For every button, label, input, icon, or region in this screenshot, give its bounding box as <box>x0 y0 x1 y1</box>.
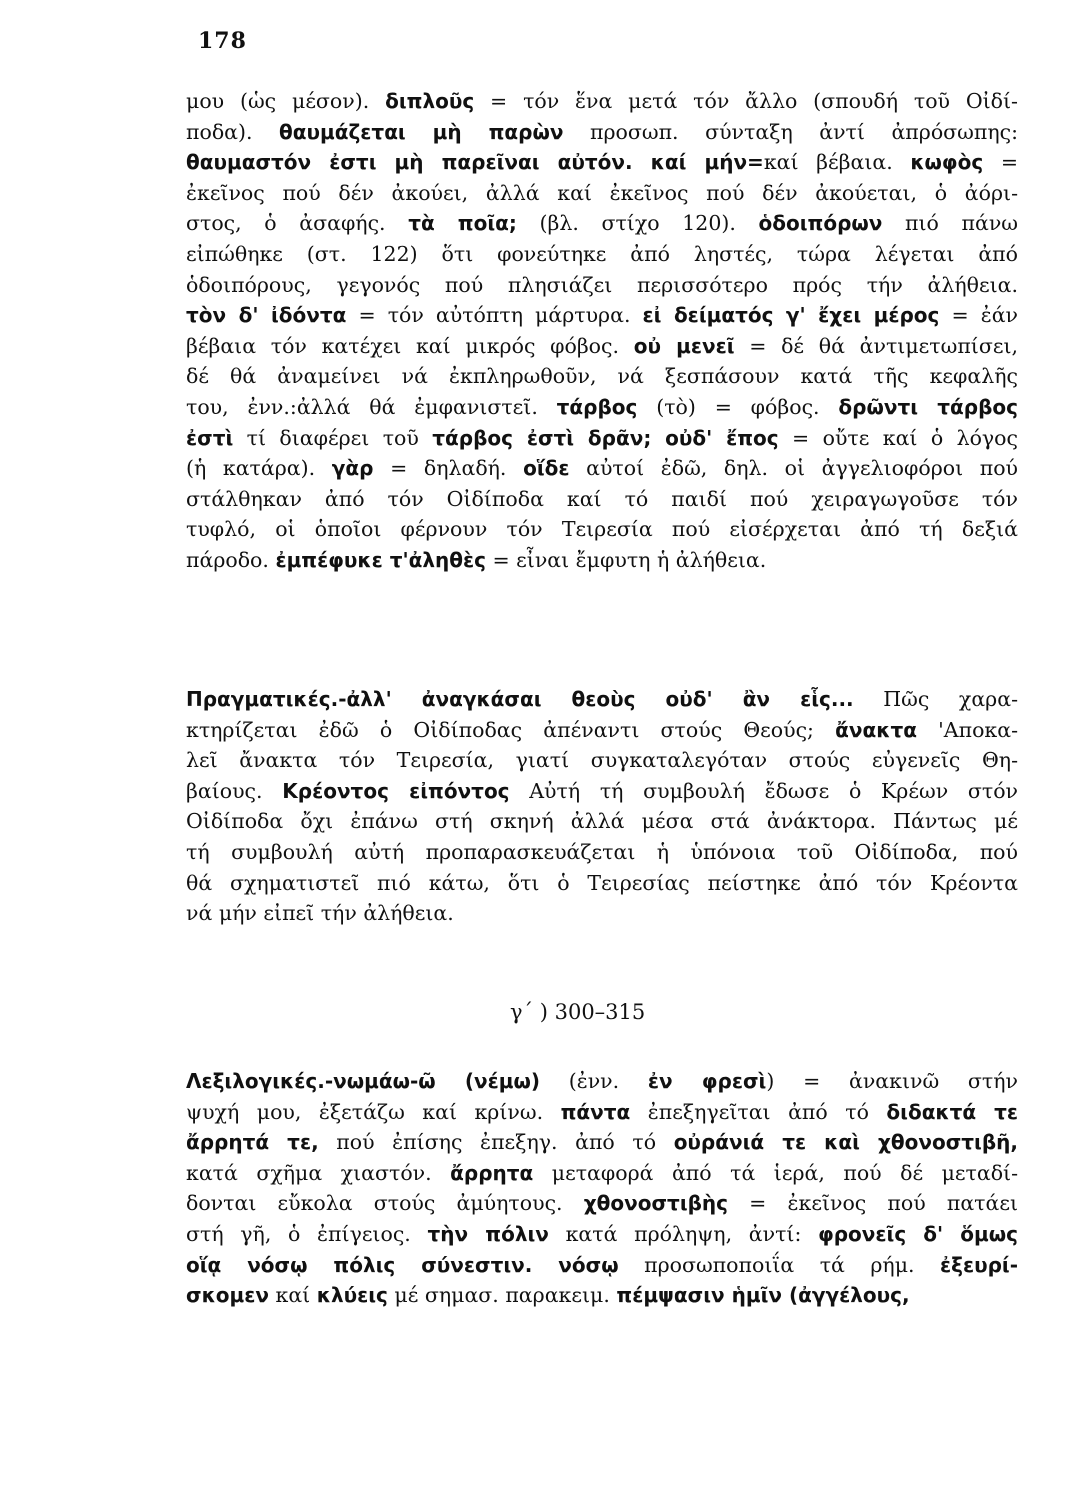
text-line <box>186 545 1018 576</box>
bold-term: διδακτά τε <box>886 1099 1018 1124</box>
text-run: = εἶναι ἔμφυτη ἡ ἀλήθεια. <box>485 547 767 572</box>
text-line <box>186 1280 1018 1311</box>
text-run: πάροδο. <box>186 547 276 572</box>
bold-term: πέμψασιν ἡμῖν (ἀγγέλους, <box>616 1283 910 1308</box>
text-run: Οἰδίποδα ὄχι ἐπάνω στή σκηνή ἀλλά μέσα στά ἀνάκτορα. Πάντως μέ <box>186 809 1018 834</box>
text-run: αὐτοί ἐδῶ, δηλ. οἱ ἀγγελιοφόροι πού <box>569 456 1019 481</box>
text-run: = δηλαδή. <box>373 456 524 481</box>
text-run: Πῶς χαρα- <box>853 687 1019 711</box>
text-run: πού ἐπίσης ἐπεξηγ. ἀπό τό <box>318 1130 674 1155</box>
text-run: ψυχή μου, ἐξετάζω καί κρίνω. <box>186 1099 561 1124</box>
text-line <box>186 117 1018 148</box>
bold-term: ἐμπέφυκε τ'ἀληθὲς <box>275 547 486 572</box>
text-line <box>186 1127 1018 1158</box>
text-run: = οὔτε καί ὁ λόγος <box>778 425 1018 450</box>
text-run: κτηρίζεται ἐδῶ ὁ Οἰδίποδας ἀπέναντι στούς Θεούς; <box>186 717 836 742</box>
text-run: του, ἐνν.:ἀλλά θά ἐμφανιστεῖ. <box>186 394 557 419</box>
paragraph-lexical-notes <box>186 1066 1018 1311</box>
bold-term: πάντα <box>560 1099 631 1124</box>
bold-term: τάρβος <box>556 394 638 419</box>
text-run: = <box>983 150 1018 175</box>
paragraph-factual-notes <box>186 684 1018 929</box>
text-run: δονται εὔκολα στούς ἀμύητους. <box>186 1191 584 1216</box>
bold-term: θαυμαστόν ἐστι μὴ παρεῖναι αὐτόν. καί μήν= <box>186 150 764 175</box>
bold-term: ἄρρητα <box>450 1160 534 1185</box>
text-run: εἰπώθηκε (στ. 122) ὅτι φονεύτηκε ἀπό ληστές, τώρα λέγεται ἀπό <box>186 241 1018 266</box>
text-run: (ἡ κατάρα). <box>186 456 332 481</box>
text-run: ποδα). <box>186 119 280 144</box>
bold-term: φρονεῖς δ' ὅμως <box>818 1221 1018 1246</box>
text-run: προσωποποιΐα τά ρήμ. <box>618 1252 940 1277</box>
text-line <box>186 776 1018 807</box>
bold-term: Κρέοντος εἰπόντος <box>282 778 510 803</box>
bold-term: τὰ ποῖα; <box>408 211 517 236</box>
text-run: στάλθηκαν ἀπό τόν Οἰδίποδα καί τό παιδί πού χειραγωγοῦσε τόν <box>186 486 1018 511</box>
bold-term: διπλοῦς <box>385 89 475 113</box>
text-run: ὁδοιπόρους, γεγονός πού πλησιάζει περισσότερο πρός τήν ἀλήθεια. <box>186 272 1018 297</box>
text-line <box>186 484 1018 515</box>
text-line <box>186 147 1018 178</box>
bold-term: τάρβος ἐστὶ δρᾶν; οὐδ' ἔπος <box>432 425 779 450</box>
text-line <box>186 1066 1018 1097</box>
text-line <box>186 178 1018 209</box>
text-run: κατά πρόληψη, ἀντί: <box>548 1221 819 1246</box>
text-run: = τόν αὐτόπτη μάρτυρα. <box>346 303 643 328</box>
bold-term: οἵᾳ νόσῳ πόλις σύνεστιν. νόσῳ <box>186 1252 619 1277</box>
text-line <box>186 239 1018 270</box>
text-run: πιό πάνω <box>882 211 1018 236</box>
text-line <box>186 331 1018 362</box>
text-line <box>186 745 1018 776</box>
text-line <box>186 684 1018 715</box>
text-run: (βλ. στίχο 120). <box>516 211 759 236</box>
bold-term: χθονοστιβὴς <box>583 1191 729 1216</box>
bold-term: κωφὸς <box>910 150 984 175</box>
bold-term: θαυμάζεται μὴ παρὼν <box>279 119 564 144</box>
bold-term: τὸν δ' ἰδόντα <box>186 303 347 328</box>
bold-term: σκομεν <box>186 1283 269 1308</box>
text-run: (τὸ) = φόβος. <box>637 394 839 419</box>
page-number: 178 <box>198 28 247 54</box>
bold-term: ἄρρητά τε, <box>186 1130 319 1155</box>
bold-term: ἐστὶ <box>186 425 234 450</box>
text-line <box>186 453 1018 484</box>
text-run: = τόν ἕνα μετά τόν ἄλλο (σπουδή τοῦ Οἰδί- <box>474 89 1018 113</box>
bold-term: οὐ μενεῖ <box>633 333 735 358</box>
text-line <box>186 715 1018 746</box>
bold-term: εἰ δείματός γ' ἔχει μέρος <box>642 303 940 328</box>
text-line <box>186 868 1018 899</box>
bold-term: οὐράνιά τε καὶ χθονοστιβῆ, <box>673 1130 1018 1155</box>
bold-term: ἄνακτα <box>835 717 917 742</box>
text-run: καί <box>269 1283 317 1308</box>
bold-term: δρῶντι τάρβος <box>838 394 1019 419</box>
text-run: δέ θά ἀναμείνει νά ἐκπληρωθοῦν, νά ξεσπάσουν κατά τῆς κεφαλῆς <box>186 364 1018 389</box>
text-run: = ἐάν <box>939 303 1018 328</box>
text-line <box>186 423 1018 454</box>
text-line <box>186 1097 1018 1128</box>
text-line <box>186 806 1018 837</box>
section-heading: γ΄ ) 300–315 <box>510 1000 646 1024</box>
text-run: στος, ὁ ἀσαφής. <box>186 211 409 236</box>
bold-term: ἐξευρί- <box>940 1252 1018 1277</box>
text-run: μεταφορά ἀπό τά ἱερά, πού δέ μεταδί- <box>533 1160 1019 1185</box>
text-run: προσωπ. σύνταξη ἀντί ἀπρόσωπης: <box>563 119 1019 144</box>
bold-term: ὁδοιπόρων <box>758 211 883 236</box>
text-run: βαίους. <box>186 778 283 803</box>
text-run: νά μήν εἰπεῖ τήν ἀλήθεια. <box>186 901 454 926</box>
bold-term: Πραγματικές.-ἀλλ' ἀναγκάσαι θεοὺς οὐδ' ἂν εἷς... <box>186 687 854 711</box>
paragraph-glossary-notes <box>186 86 1018 576</box>
text-line <box>186 898 1018 929</box>
text-line <box>186 392 1018 423</box>
bold-term: τὴν πόλιν <box>427 1221 549 1246</box>
text-line <box>186 837 1018 868</box>
text-run: βέβαια τόν κατέχει καί μικρός φόβος. <box>186 333 634 358</box>
text-line <box>186 1188 1018 1219</box>
text-line <box>186 514 1018 545</box>
text-line <box>186 1250 1018 1281</box>
text-run: καί βέβαια. <box>763 150 911 175</box>
text-run: στή γῆ, ὁ ἐπίγειος. <box>186 1221 428 1246</box>
text-line <box>186 208 1018 239</box>
text-run: μου (ὡς μέσον). <box>186 89 386 113</box>
text-run: τυφλό, οἱ ὁποῖοι φέρνουν τόν Τειρεσία πού εἰσέρχεται ἀπό τή δεξιά <box>186 517 1018 542</box>
bold-term: Λεξιλογικές.-νωμάω-ῶ (νέμω) <box>186 1069 540 1093</box>
bold-term: γὰρ <box>331 456 374 481</box>
text-run: τή συμβουλή αὐτή προπαρασκευάζεται ἡ ὑπόνοια τοῦ Οἰδίποδα, πού <box>186 839 1018 864</box>
text-run: μέ σημασ. παρακειμ. <box>387 1283 617 1308</box>
text-run: τί διαφέρει τοῦ <box>233 425 433 450</box>
text-run: θά σχηματιστεῖ πιό κάτω, ὅτι ὁ Τειρεσίας πείστηκε ἀπό τόν Κρέοντα <box>186 870 1018 895</box>
bold-term: οἵδε <box>523 456 570 481</box>
text-run: Αὐτή τή συμβουλή ἔδωσε ὁ Κρέων στόν <box>509 778 1019 803</box>
text-run: (ἐνν. <box>539 1069 648 1093</box>
bold-term: ἐν φρεσὶ <box>647 1069 767 1093</box>
text-line <box>186 1158 1018 1189</box>
text-line <box>186 361 1018 392</box>
text-run: 'Αποκα- <box>916 717 1018 742</box>
text-line <box>186 1219 1018 1250</box>
bold-term: κλύεις <box>316 1283 388 1308</box>
text-line <box>186 270 1018 301</box>
text-line <box>186 86 1018 117</box>
text-run: ἐπεξηγεῖται ἀπό τό <box>630 1099 887 1124</box>
text-line <box>186 300 1018 331</box>
text-run: = ἐκεῖνος πού πατάει <box>728 1191 1019 1216</box>
text-run: ) = ἀνακινῶ στήν <box>766 1069 1019 1093</box>
text-run: ἐκεῖνος πού δέν ἀκούει, ἀλλά καί ἐκεῖνος πού δέν ἀκούεται, ὁ ἀόρι- <box>186 180 1018 205</box>
text-run: κατά σχῆμα χιαστόν. <box>186 1160 451 1185</box>
text-run: = δέ θά ἀντιμετωπίσει, <box>734 333 1018 358</box>
text-run: λεῖ ἄνακτα τόν Τειρεσία, γιατί συγκαταλεγόταν στούς εὐγενεῖς Θη- <box>186 748 1018 773</box>
